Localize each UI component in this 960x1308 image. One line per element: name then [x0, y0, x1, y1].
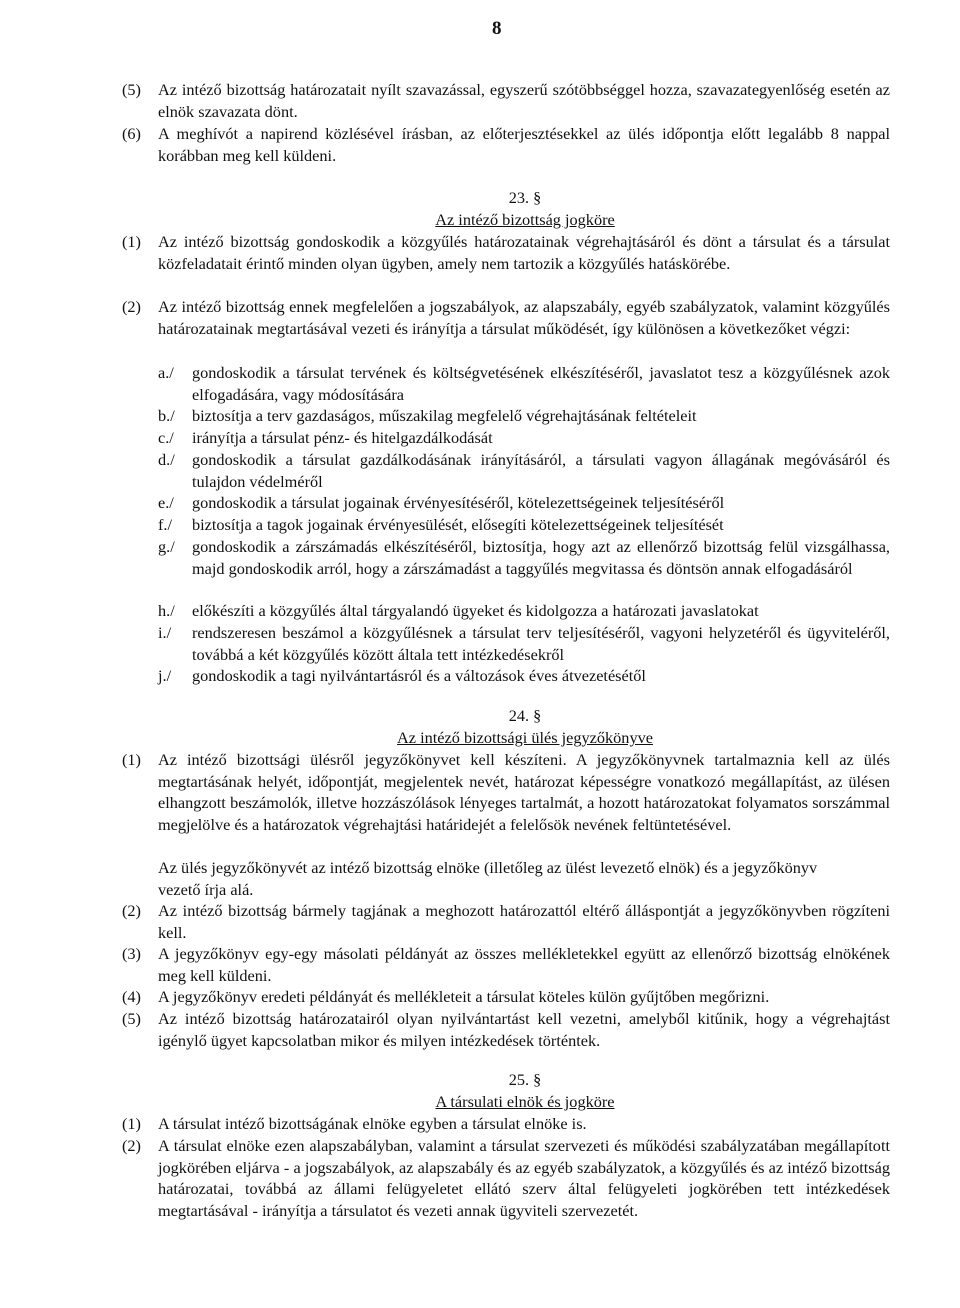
list-item [158, 492, 890, 514]
paragraph-number: (1) [122, 1114, 141, 1133]
paragraph-24-1-continued: Az ülés jegyzőkönyvét az intéző bizottság elnöke (illetőleg az ülést levezető elnök) és a jegyzőkönyv vezető írja alá. [158, 858, 818, 899]
paragraph-5 [122, 79, 890, 122]
list-item-text: gondoskodik a társulat gazdálkodásának irányításáról, a társulati vagyon állagának megóvásáról és tulajdon védelméről [192, 450, 890, 491]
list-item-label: i./ [158, 623, 172, 642]
list-item [158, 449, 890, 492]
list-item [158, 536, 890, 579]
paragraph-25-1 [122, 1113, 890, 1135]
list-item-label: a./ [158, 363, 174, 382]
list-item-text: gondoskodik a társulat jogainak érvényesítéséről, kötelezettségeinek teljesítéséről [192, 493, 725, 512]
list-item [158, 427, 890, 449]
paragraph-24-1 [122, 749, 890, 835]
paragraph-number: (2) [122, 901, 141, 920]
list-item [158, 622, 890, 665]
list-item-text: biztosítja a terv gazdaságos, műszakilag megfelelő végrehajtásának feltételeit [192, 406, 697, 425]
paragraph-text: A jegyzőkönyv eredeti példányát és mellékleteit a társulat köteles külön gyűjtőben megőrizni. [158, 987, 770, 1006]
paragraph-24-5 [122, 1008, 890, 1051]
list-item-label: j./ [158, 666, 172, 685]
section-title: Az intéző bizottsági ülés jegyzőkönyve [397, 728, 653, 747]
paragraph-number: (5) [122, 80, 141, 99]
list-item [158, 514, 890, 536]
paragraph-text: A jegyzőkönyv egy-egy másolati példányát az összes mellékletekkel együtt az ellenőrző bizottság elnökének meg kell küldeni. [158, 944, 890, 985]
paragraph-text: A társulat intéző bizottságának elnöke egyben a társulat elnöke is. [158, 1114, 587, 1133]
list-item-text: irányítja a társulat pénz- és hitelgazdálkodását [192, 428, 493, 447]
paragraph-number: (3) [122, 944, 141, 963]
list-item-label: e./ [158, 493, 174, 512]
paragraph-text: Az intéző bizottság határozatait nyílt szavazással, egyszerű szótöbbséggel hozza, szavazategyenlőség esetén az elnök szavazata dönt. [158, 80, 890, 121]
list-item [158, 405, 890, 427]
list-item [158, 665, 890, 687]
list-item-label: c./ [158, 428, 174, 447]
list-item [158, 362, 890, 405]
list-item [158, 600, 890, 622]
paragraph-number: (2) [122, 1136, 141, 1155]
paragraph-23-2 [122, 296, 890, 339]
paragraph-text: A társulat elnöke ezen alapszabályban, valamint a társulat szervezeti és működési szabályzatában megállapított jogkörében eljárva - a jogszabályok, az alapszabály és az egyéb szabályzatok, a közgyűlés és az intéző bizottság határozatai, továbbá az állami felügyeletet ellátó szerv által felügyeleti jogkörében tett intézkedések megtartásával - irányítja a társulatot és vezeti annak ügyviteli szervezetét. [158, 1136, 890, 1220]
paragraph-number: (1) [122, 750, 141, 769]
list-item-label: b./ [158, 406, 175, 425]
list-item-text: előkészíti a közgyűlés által tárgyalandó ügyeket és kidolgozza a határozati javaslatokat [192, 601, 759, 620]
paragraph-text: Az intéző bizottság határozatairól olyan nyilvántartást kell vezetni, amelyből kitűnik, hogy a végrehajtást igénylő ügyet kapcsolatban mikor és milyen intézkedések történtek. [158, 1009, 890, 1050]
section-number: 25. § [508, 1070, 542, 1089]
paragraph-text: Az intéző bizottság gondoskodik a közgyűlés határozatainak végrehajtásáról és dönt a társulat és a társulat közfeladatait érintő minden olyan ügyben, amely nem tartozik a közgyűlés hatáskörébe. [158, 232, 890, 273]
paragraph-25-2 [122, 1135, 890, 1221]
list-item-text: rendszeresen beszámol a közgyűlésnek a társulat terv teljesítéséről, vagyoni helyzetéről és ügyviteléről, továbbá a két közgyűlés között általa tett intézkedésekről [192, 623, 890, 664]
paragraph-6 [122, 123, 890, 166]
paragraph-24-2 [122, 900, 890, 943]
list-item-text: biztosítja a tagok jogainak érvényesülését, elősegíti kötelezettségeinek teljesítését [192, 515, 724, 534]
list-item-label: f./ [158, 515, 173, 534]
paragraph-23-1 [122, 231, 890, 274]
paragraph-number: (6) [122, 124, 141, 143]
paragraph-number: (5) [122, 1009, 141, 1028]
paragraph-24-4 [122, 986, 890, 1008]
list-item-label: g./ [158, 537, 175, 556]
section-number: 24. § [508, 706, 542, 725]
page-number: 8 [492, 18, 502, 39]
paragraph-24-3 [122, 943, 890, 986]
paragraph-text: A meghívót a napirend közlésével írásban, az előterjesztésekkel az ülés időpontja előtt legalább 8 nappal korábban meg kell küldeni. [158, 124, 890, 165]
section-title: Az intéző bizottság jogköre [435, 210, 615, 229]
list-item-label: h./ [158, 601, 175, 620]
list-item-text: gondoskodik a tagi nyilvántartásról és a változások éves átvezetésétől [192, 666, 646, 685]
paragraph-number: (1) [122, 232, 141, 251]
section-number: 23. § [508, 188, 542, 207]
paragraph-text: Az intéző bizottság ennek megfelelően a jogszabályok, az alapszabály, egyéb szabályzatok, valamint közgyűlés határozatainak megtartásával vezeti és irányítja a társulat működését, így különösen a következőket végzi: [158, 297, 890, 338]
section-title: A társulati elnök és jogköre [435, 1092, 615, 1111]
list-item-label: d./ [158, 450, 175, 469]
paragraph-number: (4) [122, 987, 141, 1006]
list-item-text: gondoskodik a zárszámadás elkészítéséről, biztosítja, hogy azt az ellenőrző bizottság felül vizsgálhassa, majd gondoskodik arról, hogy a zárszámadást a taggyűlés megvitassa és döntsön annak elfogadásáról [192, 537, 890, 578]
paragraph-number: (2) [122, 297, 141, 316]
paragraph-text: Az intéző bizottság bármely tagjának a meghozott határozattól eltérő álláspontját a jegyzőkönyvben rögzíteni kell. [158, 901, 890, 942]
list-item-text: gondoskodik a társulat tervének és költségvetésének elkészítéséről, javaslatot tesz a közgyűlésnek azok elfogadására, vagy módosítására [192, 363, 890, 404]
paragraph-text: Az intéző bizottsági ülésről jegyzőkönyvet kell készíteni. A jegyzőkönyvnek tartalmaznia kell az ülés megtartásának helyét, időpontját, megjelentek nevét, határozat képességre vonatkozó megállapítást, az ülésen elhangzott beszámolók, illetve hozzászólások lényeges tartalmát, a hozott határozatokat folyamatos sorszámmal megjelölve és a határozatok végrehajtási határidejét a felelősök nevének feltüntetésével. [158, 750, 890, 834]
